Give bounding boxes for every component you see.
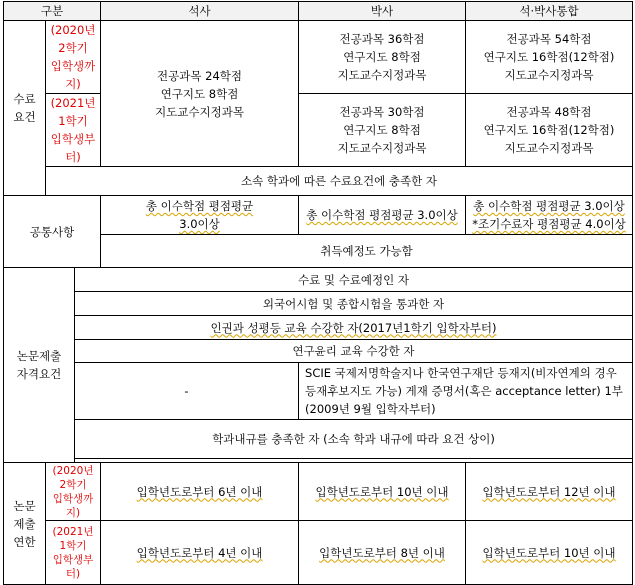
deadline-master-before2020: 입학년도로부터 6년 이내: [101, 463, 299, 521]
completion-label: 수료 요건: [4, 21, 46, 196]
completion-row-from2021: [4, 94, 633, 167]
completion-row-before2020: [4, 21, 633, 94]
header-doctor: 박사: [299, 2, 466, 21]
deadline-doctor-before2020: 입학년도로부터 10년 이내: [299, 463, 466, 521]
common-gpa-master: 총 이수학점 평점평균 3.0이상: [101, 196, 299, 235]
completion-dept-note: 소속 학과에 따른 수료요건에 충족한 자: [46, 167, 633, 196]
completion-dept-row: [4, 167, 633, 196]
deadline-doctor-from2021: 입학년도로부터 8년 이내: [299, 521, 466, 585]
eligibility-item-3: 인권과 성평등 교육 수강한 자(2017년1학기 입학자부터): [75, 316, 633, 340]
deadline-cohort-from2021: (2021년 1학기 입학생부 터): [46, 521, 101, 585]
eligibility-dept-rules: 학과내규를 충족한 자 (소속 학과 내규에 따라 요건 상이): [75, 420, 633, 459]
common-gpa-doctor: 총 이수학점 평점평균 3.0이상: [299, 196, 466, 235]
completion-integrated-from2021: 전공과목 48학점 연구지도 16학점(12학점) 지도교수지정과목: [466, 94, 633, 167]
eligibility-row-3: [4, 316, 633, 340]
eligibility-item-2: 외국어시험 및 종합시험을 통과한 자: [75, 292, 633, 316]
graduate-requirements-table: [3, 1, 633, 585]
eligibility-dept-row: [4, 420, 633, 459]
completion-doctor-before2020: 전공과목 36학점 연구지도 8학점 지도교수지정과목: [299, 21, 466, 94]
common-gpa-integrated: 총 이수학점 평점평균 3.0이상 *조기수료자 평점평균 4.0이상: [466, 196, 633, 235]
completion-doctor-from2021: 전공과목 30학점 연구지도 8학점 지도교수지정과목: [299, 94, 466, 167]
deadline-master-from2021: 입학년도로부터 4년 이내: [101, 521, 299, 585]
completion-cohort-from2021: (2021년 1학기 입학생부터): [46, 94, 101, 167]
eligibility-row-4: [4, 340, 633, 363]
deadline-integrated-before2020: 입학년도로부터 12년 이내: [466, 463, 633, 521]
common-expected: 취득예정도 가능함: [101, 235, 633, 268]
eligibility-row-2: [4, 292, 633, 316]
common-gpa-row: [4, 196, 633, 235]
deadline-integrated-from2021: 입학년도로부터 10년 이내: [466, 521, 633, 585]
eligibility-item-4: 연구윤리 교육 수강한 자: [75, 340, 633, 363]
completion-cohort-before2020: (2020년 2학기 입학생까지): [46, 21, 101, 94]
eligibility-item-1: 수료 및 수료예정인 자: [75, 268, 633, 292]
deadline-label: 논문 제출 연한: [4, 463, 46, 585]
completion-master: 전공과목 24학점 연구지도 8학점 지도교수지정과목: [101, 21, 299, 167]
header-category: 구분: [4, 2, 101, 21]
eligibility-publication: SCIE 국제저명학술지나 한국연구재단 등재지(비자연계의 경우 등재후보지도 가능) 게재 증명서(혹은 acceptance letter) 1부(2009년 9월 입학자부터): [299, 363, 633, 420]
header-master: 석사: [101, 2, 299, 21]
deadline-row-before2020: [4, 463, 633, 521]
header-integrated: 석·박사통합: [466, 2, 633, 21]
common-label: 공통사항: [4, 196, 101, 268]
deadline-cohort-before2020: (2020년 2학기 입학생까 지): [46, 463, 101, 521]
eligibility-publication-row: [4, 363, 633, 420]
completion-integrated-before2020: 전공과목 54학점 연구지도 16학점(12학점) 지도교수지정과목: [466, 21, 633, 94]
eligibility-publication-dash: -: [75, 363, 299, 420]
deadline-row-from2021: [4, 521, 633, 585]
eligibility-row-1: [4, 268, 633, 292]
header-row: [4, 2, 633, 21]
eligibility-label: 논문제출 자격요건: [4, 268, 75, 463]
